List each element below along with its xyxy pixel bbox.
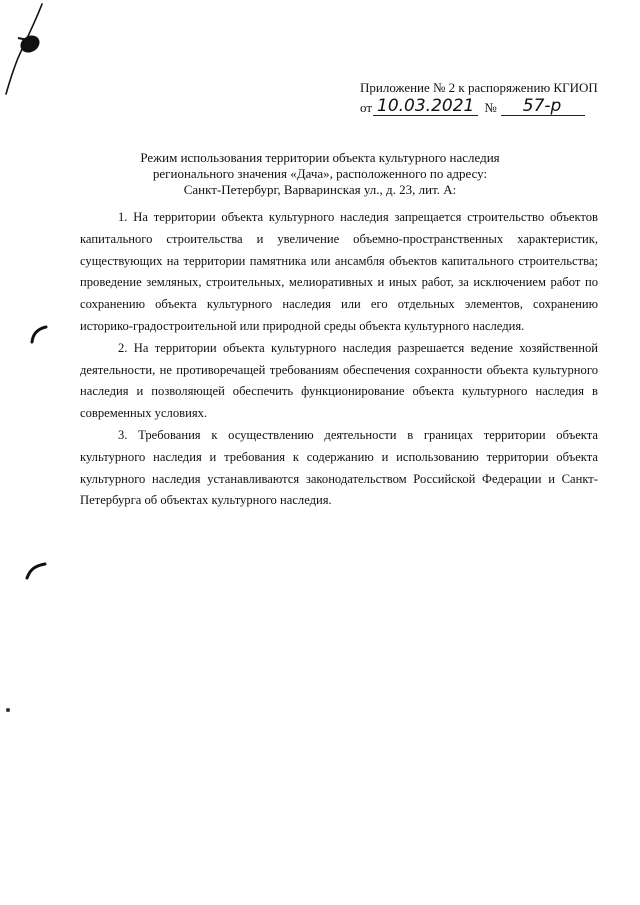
paragraph-2: 2. На территории объекта культурного наследия разрешается ведение хозяйственной деятельности, не противоречащей требованиям обеспечения сохранности объекта культурного наследия и позволяющей обеспечить функционирование объекта культурного наследия в современных условиях. <box>80 340 598 421</box>
order-date: 10.03.2021 <box>373 97 478 116</box>
title-line: Режим использования территории объекта культурного наследия <box>140 150 500 165</box>
title-line: регионального значения «Дача», расположенного по адресу: <box>152 166 488 181</box>
scan-dot <box>6 708 10 712</box>
order-reference <box>360 96 600 116</box>
paragraph-1: 1. На территории объекта культурного наследия запрещается строительство объектов капитального строительства и увеличение объемно-пространственных характеристик, существующих на территории памятника или ансамбля объектов капитального строительства; проведение земляных, строительных, мелиоративных и иных работ, за исключением работ по сохранению объекта культурного наследия или его отдельных элементов, сохранению историко-градостроительной или природной среды объекта культурного наследия. <box>80 210 598 333</box>
document-body <box>80 207 598 512</box>
margin-punch-mark <box>24 560 48 580</box>
document-header <box>360 80 600 116</box>
order-number-label: № <box>484 100 497 115</box>
document-title <box>100 150 540 198</box>
paragraph-3: 3. Требования к осуществлению деятельности в границах территории объекта культурного наследия и требования к содержанию и использованию территории объекта культурного наследия устанавливаются законодательством Российской Федерации и Санкт-Петербурга об объектах культурного наследия. <box>80 427 598 508</box>
appendix-reference: Приложение № 2 к распоряжению КГИОП <box>360 80 598 95</box>
order-date-prefix: от <box>360 100 373 115</box>
order-number: 57-р <box>501 97 586 116</box>
title-line: Санкт-Петербург, Варваринская ул., д. 23, лит. А: <box>183 182 457 197</box>
margin-punch-mark <box>28 322 50 344</box>
corner-ink-mark <box>0 0 60 100</box>
